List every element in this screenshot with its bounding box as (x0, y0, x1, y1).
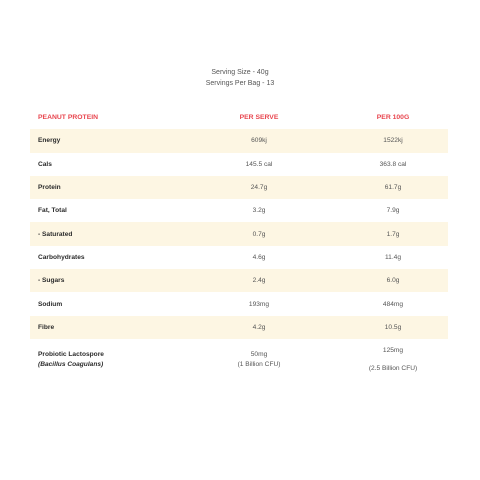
row-per-100g: 61.7g (384, 184, 402, 192)
serving-info (0, 67, 480, 89)
table-row (30, 176, 448, 199)
row-label: Energy (38, 137, 61, 145)
probiotic-per-serve-value: 50mg (250, 350, 268, 358)
probiotic-per-serve (226, 339, 292, 370)
row-per-100g: 1522kj (383, 137, 403, 145)
probiotic-strain: (Bacillus Coagulans) (38, 360, 104, 368)
probiotic-per-100g (292, 339, 448, 374)
row-label: Fat, Total (38, 207, 67, 215)
table-row (30, 222, 448, 245)
row-per-serve: 4.6g (252, 253, 266, 261)
table-row (30, 246, 448, 269)
row-per-serve: 145.5 cal (245, 160, 273, 168)
row-per-serve: 4.2g (252, 323, 266, 331)
row-label: Carbohydrates (38, 253, 85, 261)
probiotic-per-100g-cfu: (2.5 Billion CFU) (368, 364, 418, 372)
row-per-100g: 484mg (382, 300, 404, 308)
per-100g-header: PER 100G (376, 114, 410, 122)
row-per-serve: 0.7g (252, 230, 266, 238)
row-per-serve: 2.4g (252, 277, 266, 285)
row-per-serve: 609kj (251, 137, 267, 145)
probiotic-per-100g-value: 125mg (382, 346, 404, 354)
per-serve-header: PER SERVE (239, 114, 279, 122)
nutrition-table (30, 106, 448, 379)
row-label: Cals (38, 160, 52, 168)
table-row (30, 153, 448, 176)
table-row (30, 129, 448, 152)
row-per-100g: 6.0g (386, 277, 400, 285)
probiotic-per-serve-cfu: (1 Billion CFU) (237, 360, 281, 368)
product-name-header: PEANUT PROTEIN (38, 114, 99, 122)
probiotic-label (30, 339, 226, 370)
serving-size: Serving Size - 40g (211, 69, 269, 76)
table-row (30, 316, 448, 339)
table-row (30, 292, 448, 315)
probiotic-name: Probiotic Lactospore (38, 350, 104, 358)
table-header (30, 106, 448, 129)
row-per-100g: 10.5g (384, 323, 402, 331)
table-row (30, 199, 448, 222)
row-per-serve: 3.2g (252, 207, 266, 215)
row-label: Fibre (38, 323, 55, 331)
table-row (30, 269, 448, 292)
row-label: - Sugars (38, 277, 65, 285)
row-per-serve: 193mg (248, 300, 270, 308)
row-label: Protein (38, 184, 61, 192)
row-per-100g: 1.7g (386, 230, 400, 238)
row-per-100g: 363.8 cal (379, 160, 407, 168)
row-label: Sodium (38, 300, 63, 308)
row-per-serve: 24.7g (250, 184, 268, 192)
servings-per-bag: Servings Per Bag - 13 (205, 80, 275, 87)
probiotic-row (30, 339, 448, 379)
row-label: - Saturated (38, 230, 73, 238)
row-per-100g: 11.4g (384, 253, 401, 261)
row-per-100g: 7.9g (386, 207, 400, 215)
